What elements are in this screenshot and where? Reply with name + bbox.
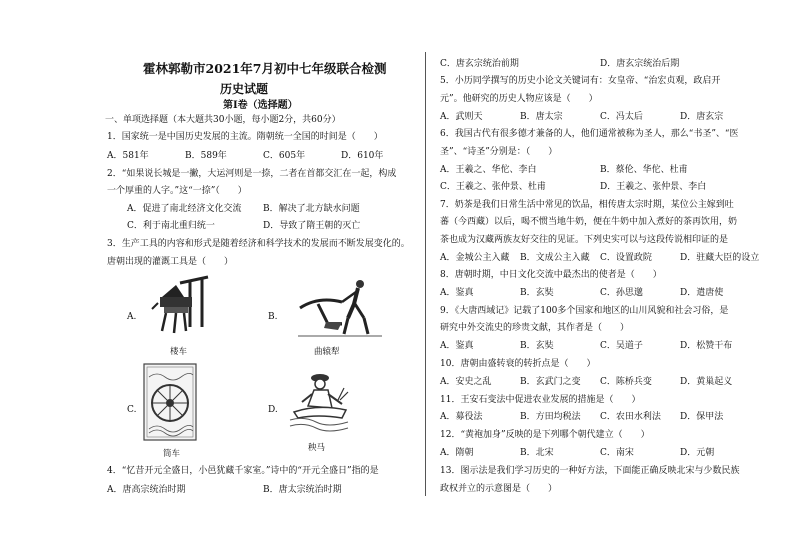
q8-option-b[interactable]: B．玄奘	[520, 288, 554, 298]
q3-option-a-caption: 楼车	[170, 347, 188, 357]
q9-option-c[interactable]: C．吴道子	[600, 341, 643, 351]
q8-option-c[interactable]: C．孙思邈	[600, 288, 643, 298]
q13-stem-line2: 政权并立的示意图是（ ）	[440, 484, 558, 494]
q8-stem: 8．唐朝时期，中日文化交流中最杰出的使者是（ ）	[440, 270, 662, 280]
column-divider	[425, 52, 426, 496]
q9-option-b[interactable]: B．玄奘	[520, 341, 554, 351]
q8-option-a[interactable]: A．鉴真	[440, 288, 474, 298]
q7-stem-line1: 7．奶茶是我们日常生活中常见的饮品，相传唐太宗时期，某位公主嫁到吐	[440, 200, 734, 210]
q3-option-d-image[interactable]	[288, 370, 350, 432]
q5-option-d[interactable]: D．唐玄宗	[680, 112, 724, 122]
q8-option-d[interactable]: D．遣唐使	[680, 288, 724, 298]
q11-stem: 11．王安石变法中促进农业发展的措施是（ ）	[440, 395, 641, 405]
q3-option-a-letter[interactable]: A.	[127, 312, 137, 322]
q6-stem-line1: 6．我国古代有很多德才兼备的人，他们通常被称为圣人，那么“书圣”、“医	[440, 129, 739, 139]
q5-option-a[interactable]: A．武则天	[440, 112, 483, 122]
q2-option-a[interactable]: A．促进了南北经济文化交流	[127, 204, 242, 214]
q3-option-c-letter[interactable]: C.	[127, 405, 137, 415]
q5-option-c[interactable]: C．冯太后	[600, 112, 643, 122]
q6-option-c[interactable]: C．王羲之、张仲景、杜甫	[440, 182, 546, 192]
q9-option-d[interactable]: D．松赞干布	[680, 341, 733, 351]
q10-option-d[interactable]: D．黄巢起义	[680, 377, 733, 387]
seed-drill-icon	[150, 275, 220, 337]
q2-option-c[interactable]: C．利于南北重归统一	[127, 221, 215, 231]
q3-option-b-letter[interactable]: B.	[268, 312, 278, 322]
q12-stem: 12．“黄袍加身”反映的是下列哪个朝代建立（ ）	[440, 430, 650, 440]
q1-option-d[interactable]: D．610年	[341, 151, 384, 161]
q10-option-b[interactable]: B．玄武门之变	[520, 377, 581, 387]
q7-stem-line3: 茶也成为汉藏两族友好交往的见证。下列史实可以与这段传说相印证的是	[440, 235, 729, 245]
q9-stem-line2: 研究中外交流史的珍贵文献，其作者是（ ）	[440, 323, 630, 333]
q11-option-d[interactable]: D．保甲法	[680, 412, 724, 422]
q6-stem-line2: 圣”、“诗圣”分别是：（ ）	[440, 147, 558, 157]
exam-subtitle: 历史试题	[220, 82, 269, 96]
q3-option-b-caption: 曲辕犁	[314, 347, 340, 357]
water-wheel-icon	[143, 363, 197, 441]
q4-option-d[interactable]: D．唐玄宗统治后期	[600, 59, 680, 69]
q5-stem-line2: 元”。他研究的历史人物应该是（ ）	[440, 94, 598, 104]
q11-option-a[interactable]: A．募役法	[440, 412, 483, 422]
q6-option-a[interactable]: A．王羲之、华佗、李白	[440, 165, 537, 175]
q3-stem-line2: 唐朝出现的灌溉工具是（ ）	[107, 257, 234, 267]
q1-option-b[interactable]: B．589年	[185, 151, 227, 161]
q5-stem-line1: 5．小历同学撰写的历史小论文关键词有：女皇帝、“治宏贞观，政启开	[440, 76, 721, 86]
q9-option-a[interactable]: A．鉴真	[440, 341, 474, 351]
q1-option-c[interactable]: C．605年	[263, 151, 306, 161]
q4-stem: 4．“忆昔开元全盛日，小邑犹藏千家室。”诗中的“开元全盛日”指的是	[107, 466, 379, 476]
q2-stem-line2: 一个厚重的人字。”这“一捺”（ ）	[107, 186, 247, 196]
q6-option-b[interactable]: B．蔡伦、华佗、杜甫	[600, 165, 688, 175]
section-heading: 一、单项选择题（本大题共30小题，每小题2分，共60分）	[105, 115, 341, 125]
q11-option-b[interactable]: B．方田均税法	[520, 412, 581, 422]
q4-option-b[interactable]: B．唐太宗统治时期	[263, 485, 342, 495]
q7-stem-line2: 蕃（今西藏）以后，喝不惯当地牛奶，便在牛奶中加入煮好的茶再饮用，奶	[440, 217, 738, 227]
q10-stem: 10．唐朝由盛转衰的转折点是（ ）	[440, 359, 596, 369]
q5-option-b[interactable]: B．唐太宗	[520, 112, 563, 122]
q7-option-d[interactable]: D．驻藏大臣的设立	[680, 253, 760, 263]
volume-label: 第Ⅰ卷（选择题）	[223, 100, 298, 111]
q12-option-a[interactable]: A．隋朝	[440, 448, 474, 458]
q9-stem-line1: 9．《大唐西域记》记载了100多个国家和地区的山川风貌和社会习俗，是	[440, 306, 729, 316]
seedling-horse-icon	[288, 370, 350, 432]
q1-option-a[interactable]: A．581年	[107, 151, 149, 161]
q12-option-d[interactable]: D．元朝	[680, 448, 715, 458]
q7-option-c[interactable]: C．设置政院	[600, 253, 652, 263]
q12-option-c[interactable]: C．南宋	[600, 448, 634, 458]
exam-title: 霍林郭勒市2021年7月初中七年级联合检测	[143, 61, 387, 76]
q1-stem: 1．国家统一是中国历史发展的主流。隋朝统一全国的时间是（ ）	[107, 132, 383, 142]
q6-option-d[interactable]: D．王羲之、张仲景、李白	[600, 182, 707, 192]
q2-stem-line1: 2．“如果说长城是一撇，大运河则是一捺，二者在首都交汇在一起，构成	[107, 169, 397, 179]
q7-option-a[interactable]: A．金城公主入藏	[440, 253, 510, 263]
q3-option-c-image[interactable]	[143, 363, 197, 441]
q2-option-b[interactable]: B．解决了北方缺水问题	[263, 204, 360, 214]
q10-option-c[interactable]: C．陈桥兵变	[600, 377, 652, 387]
q12-option-b[interactable]: B．北宋	[520, 448, 554, 458]
q3-option-d-caption: 秧马	[308, 443, 326, 453]
q3-option-b-image[interactable]	[298, 278, 383, 340]
q4-option-c[interactable]: C．唐玄宗统治前期	[440, 59, 519, 69]
q3-option-a-image[interactable]	[150, 275, 220, 337]
q3-option-c-caption: 筒车	[163, 449, 181, 459]
q11-option-c[interactable]: C．农田水利法	[600, 412, 661, 422]
q3-stem-line1: 3．生产工具的内容和形式是随着经济和科学技术的发展而不断发展变化的。	[107, 239, 410, 249]
curved-plow-icon	[298, 278, 383, 340]
q3-option-d-letter[interactable]: D.	[268, 405, 278, 415]
q13-stem-line1: 13．图示法是我们学习历史的一种好方法，下面能正确反映北宋与少数民族	[440, 466, 740, 476]
q7-option-b[interactable]: B．文成公主入藏	[520, 253, 590, 263]
q2-option-d[interactable]: D．导致了隋王朝的灭亡	[263, 221, 361, 231]
q10-option-a[interactable]: A．安史之乱	[440, 377, 492, 387]
q4-option-a[interactable]: A．唐高宗统治时期	[107, 485, 186, 495]
